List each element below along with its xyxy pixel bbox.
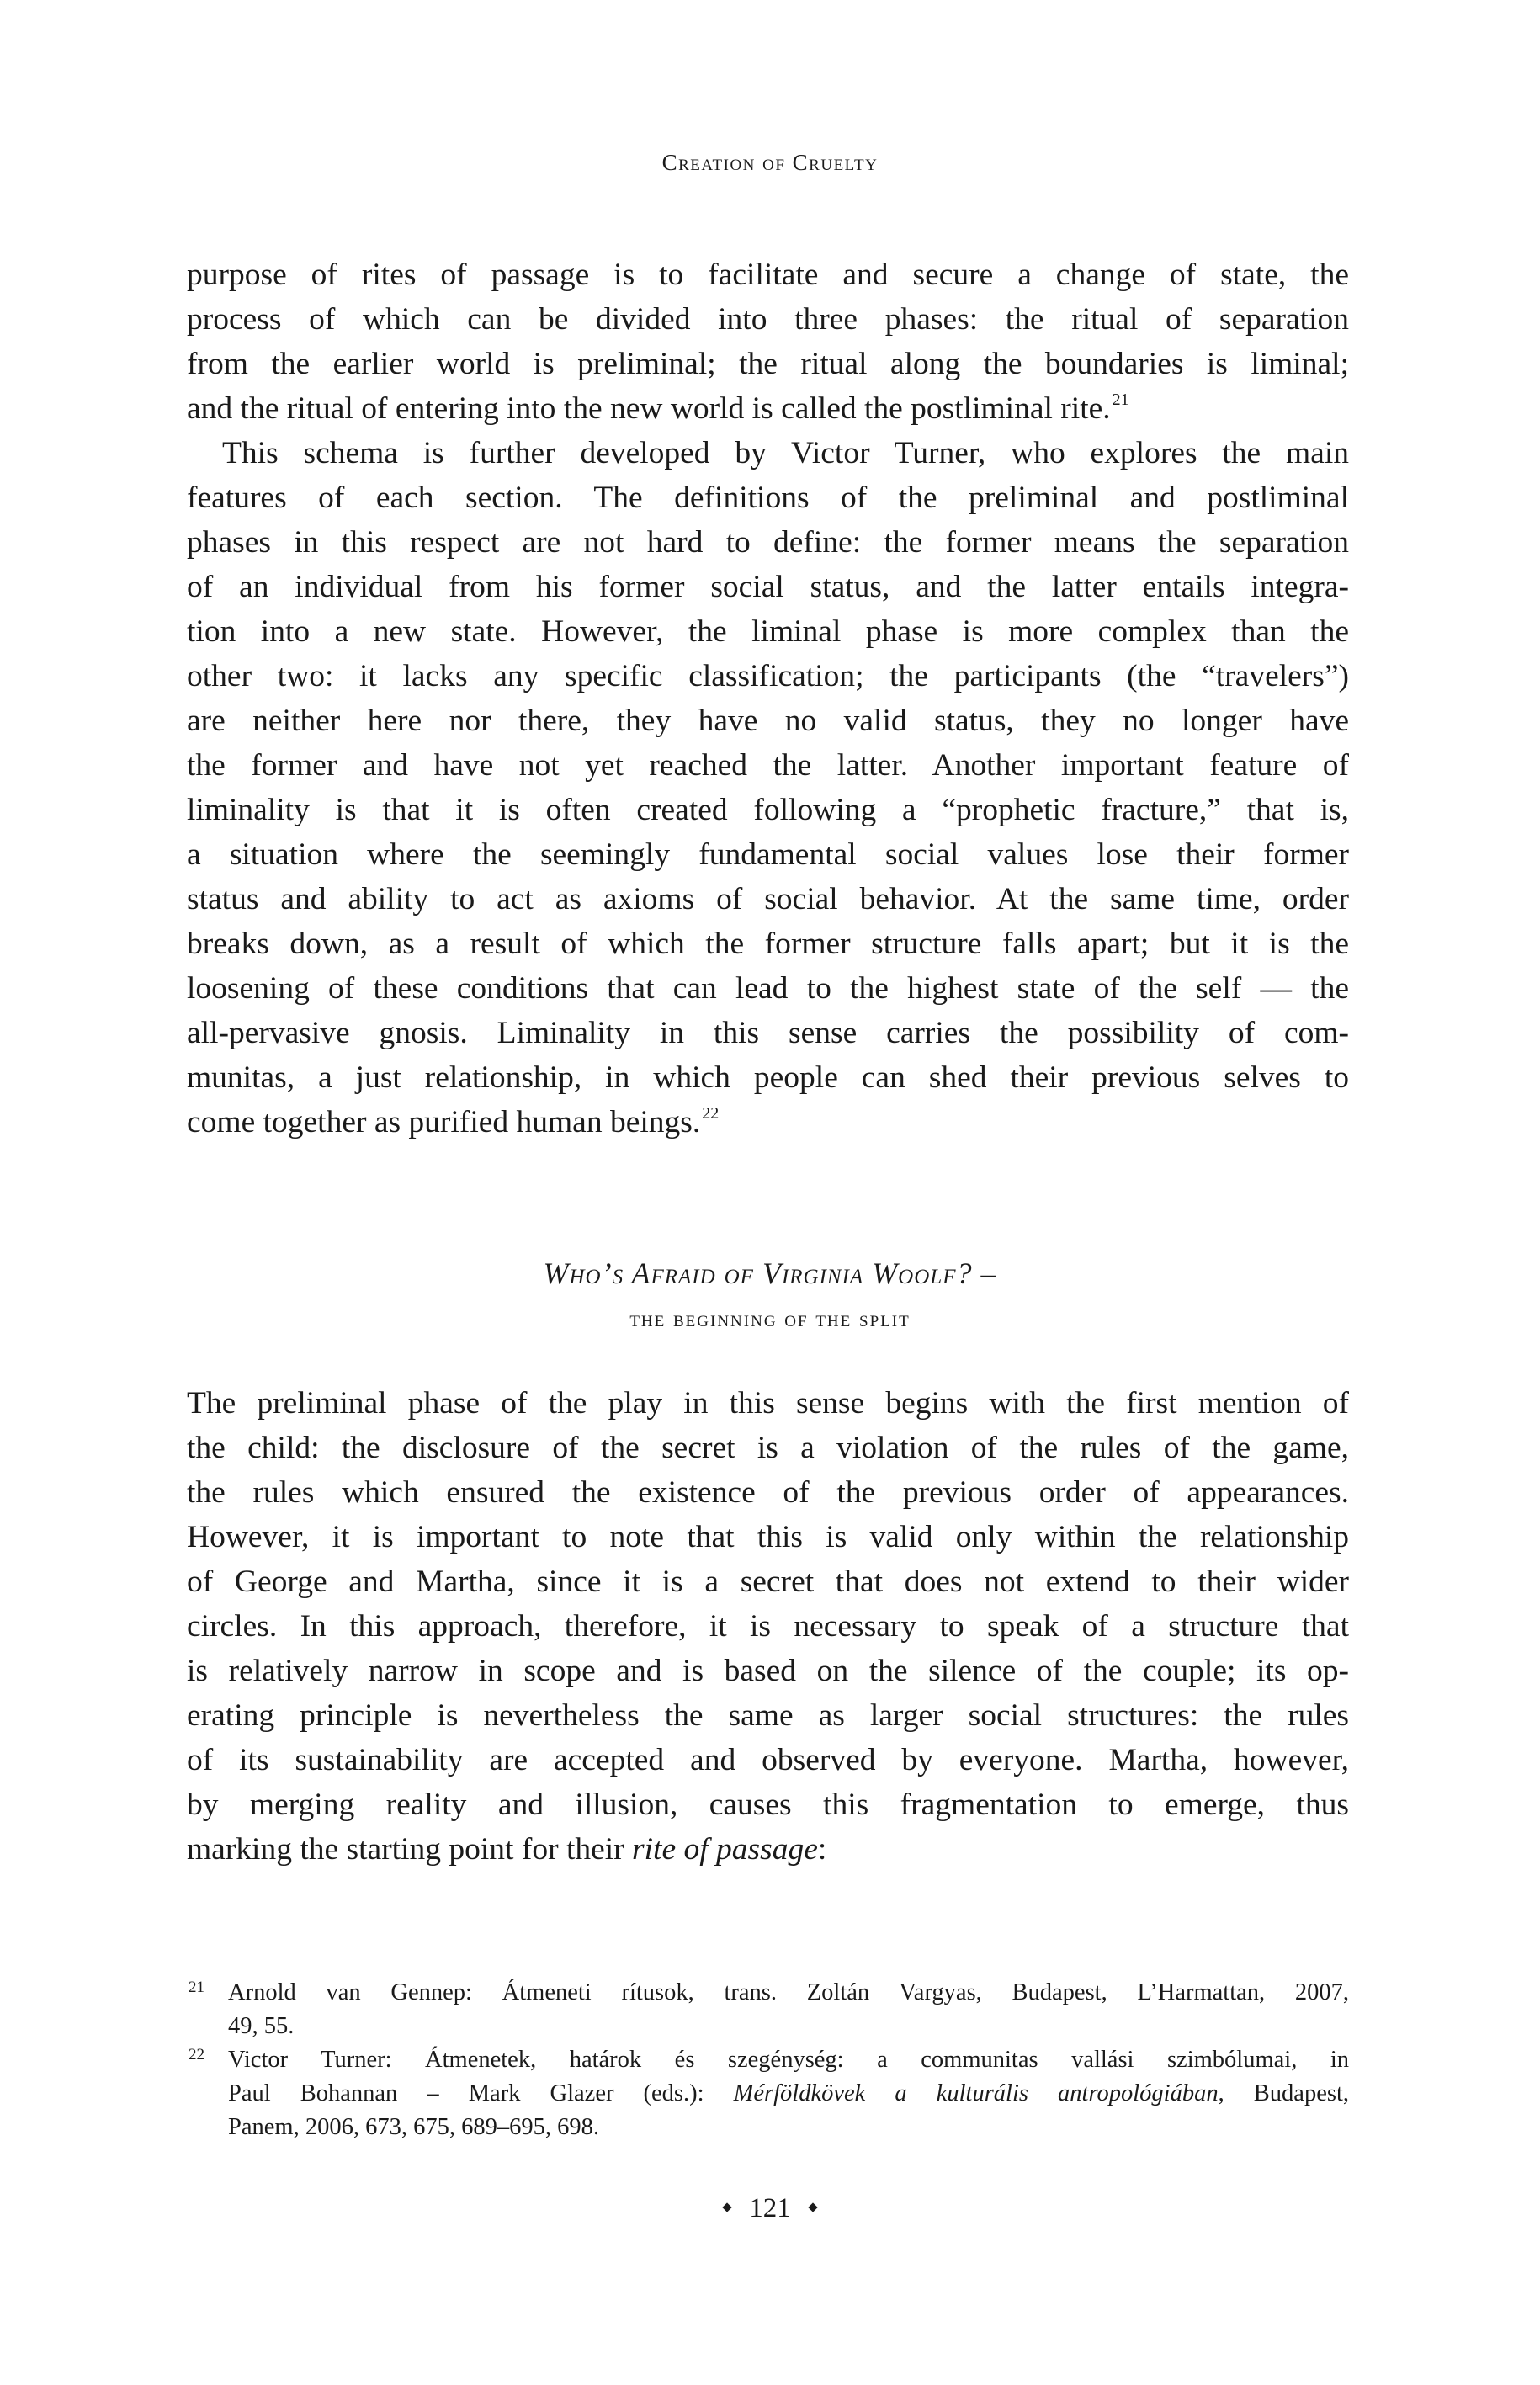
footnotes	[187, 1976, 1349, 2144]
text-line: other two: it lacks any specific classification; the participants (the “travelers”)	[187, 659, 1349, 693]
text-line: the rules which ensured the existence of the previous order of appearances.	[187, 1475, 1349, 1510]
footnote-21	[187, 1976, 1349, 2043]
footnote-line: Panem, 2006, 673, 675, 689–695, 698.	[228, 2114, 599, 2140]
text-line: tion into a new state. However, the liminal phase is more complex than the	[187, 614, 1349, 649]
footnote-line: 49, 55.	[228, 2013, 295, 2039]
footnote-ref-21[interactable]: 21	[1112, 390, 1129, 409]
text-line: munitas, a just relationship, in which people can shed their previous selves to	[187, 1060, 1349, 1095]
text-line: from the earlier world is preliminal; the ritual along the boundaries is liminal;	[187, 347, 1349, 381]
diamond-bullet-icon	[723, 2203, 732, 2212]
text-line: come together as purified human beings. $^{22}$	[187, 1104, 720, 1139]
section-heading-subtitle: the beginning of the split	[629, 1306, 911, 1331]
text-line: loosening of these conditions that can lead to the highest state of the self — the	[187, 971, 1349, 1006]
text-line: erating principle is nevertheless the same as larger social structures: the rules	[187, 1698, 1349, 1733]
text-line: a situation where the seemingly fundamental social values lose their former	[187, 837, 1349, 872]
text-line: purpose of rites of passage is to facilitate and secure a change of state, the	[187, 258, 1349, 292]
emphasis-rite-of-passage: rite of passage	[632, 1832, 818, 1867]
text-line: circles. In this approach, therefore, it is necessary to speak of a structure that	[187, 1609, 1349, 1644]
text-line: of its sustainability are accepted and observed by everyone. Martha, however,	[187, 1743, 1349, 1777]
text-line: are neither here nor there, they have no valid status, they no longer have	[187, 704, 1349, 738]
footnote-line: Victor Turner: Átmenetek, határok és szegénység: a communitas vallási szimbólumai, in	[228, 2047, 1349, 2073]
footnote-line: Paul Bohannan – Mark Glazer (eds.): Mérföldkövek a kulturális antropológiában, Budapest,	[228, 2080, 1349, 2106]
footnote-book-title: Mérföldkövek a kulturális antropológiában	[733, 2080, 1219, 2106]
text-line: by merging reality and illusion, causes this fragmentation to emerge, thus	[187, 1787, 1349, 1822]
footnote-ref-22[interactable]: 22	[702, 1104, 720, 1123]
section-heading-title: Who’s Afraid of Virginia Woolf? –	[543, 1256, 997, 1290]
text-line: liminality is that it is often created following a “prophetic fracture,” that is,	[187, 793, 1349, 827]
running-head: Creation of Cruelty	[661, 150, 879, 175]
paragraph-preliminal	[187, 1381, 1349, 1872]
page-number	[0, 2193, 1540, 2224]
paragraph-continued	[187, 252, 1349, 431]
text-line: features of each section. The definitions of the preliminal and postliminal	[187, 481, 1349, 515]
diamond-bullet-icon	[808, 2203, 817, 2212]
text-line: of an individual from his former social status, and the latter entails integra-	[187, 570, 1349, 604]
text-line: all-pervasive gnosis. Liminality in this sense carries the possibility of com-	[187, 1016, 1349, 1050]
text-line: status and ability to act as axioms of social behavior. At the same time, order	[187, 882, 1349, 916]
footnote-line: Arnold van Gennep: Átmeneti rítusok, trans. Zoltán Vargyas, Budapest, L’Harmattan, 2007,	[228, 1979, 1349, 2005]
text-line: phases in this respect are not hard to define: the former means the separation	[187, 525, 1349, 560]
paragraph-turner	[187, 431, 1349, 1145]
text-line: process of which can be divided into three phases: the ritual of separation	[187, 302, 1349, 337]
text-line: breaks down, as a result of which the former structure falls apart; but it is the	[187, 927, 1349, 961]
text-line: is relatively narrow in scope and is based on the silence of the couple; its op-	[187, 1654, 1349, 1688]
text-line: However, it is important to note that this is valid only within the relationship	[187, 1520, 1349, 1554]
text-line: The preliminal phase of the play in this sense begins with the first mention of	[187, 1386, 1349, 1421]
text-line: of George and Martha, since it is a secret that does not extend to their wider	[187, 1564, 1349, 1599]
page-number-value: 121	[749, 2193, 791, 2223]
text-line: the former and have not yet reached the latter. Another important feature of	[187, 748, 1349, 783]
text-line: and the ritual of entering into the new world is called the postliminal rite. $^{21}$	[187, 390, 1129, 426]
text-line: marking the starting point for their rite of passage:	[187, 1832, 827, 1867]
text-line: the child: the disclosure of the secret is a violation of the rules of the game,	[187, 1431, 1349, 1465]
footnote-number: 22	[189, 2046, 204, 2064]
text-line: This schema is further developed by Victor Turner, who explores the main	[222, 436, 1349, 470]
footnote-number: 21	[189, 1979, 204, 1996]
footnote-22	[187, 2043, 1349, 2144]
